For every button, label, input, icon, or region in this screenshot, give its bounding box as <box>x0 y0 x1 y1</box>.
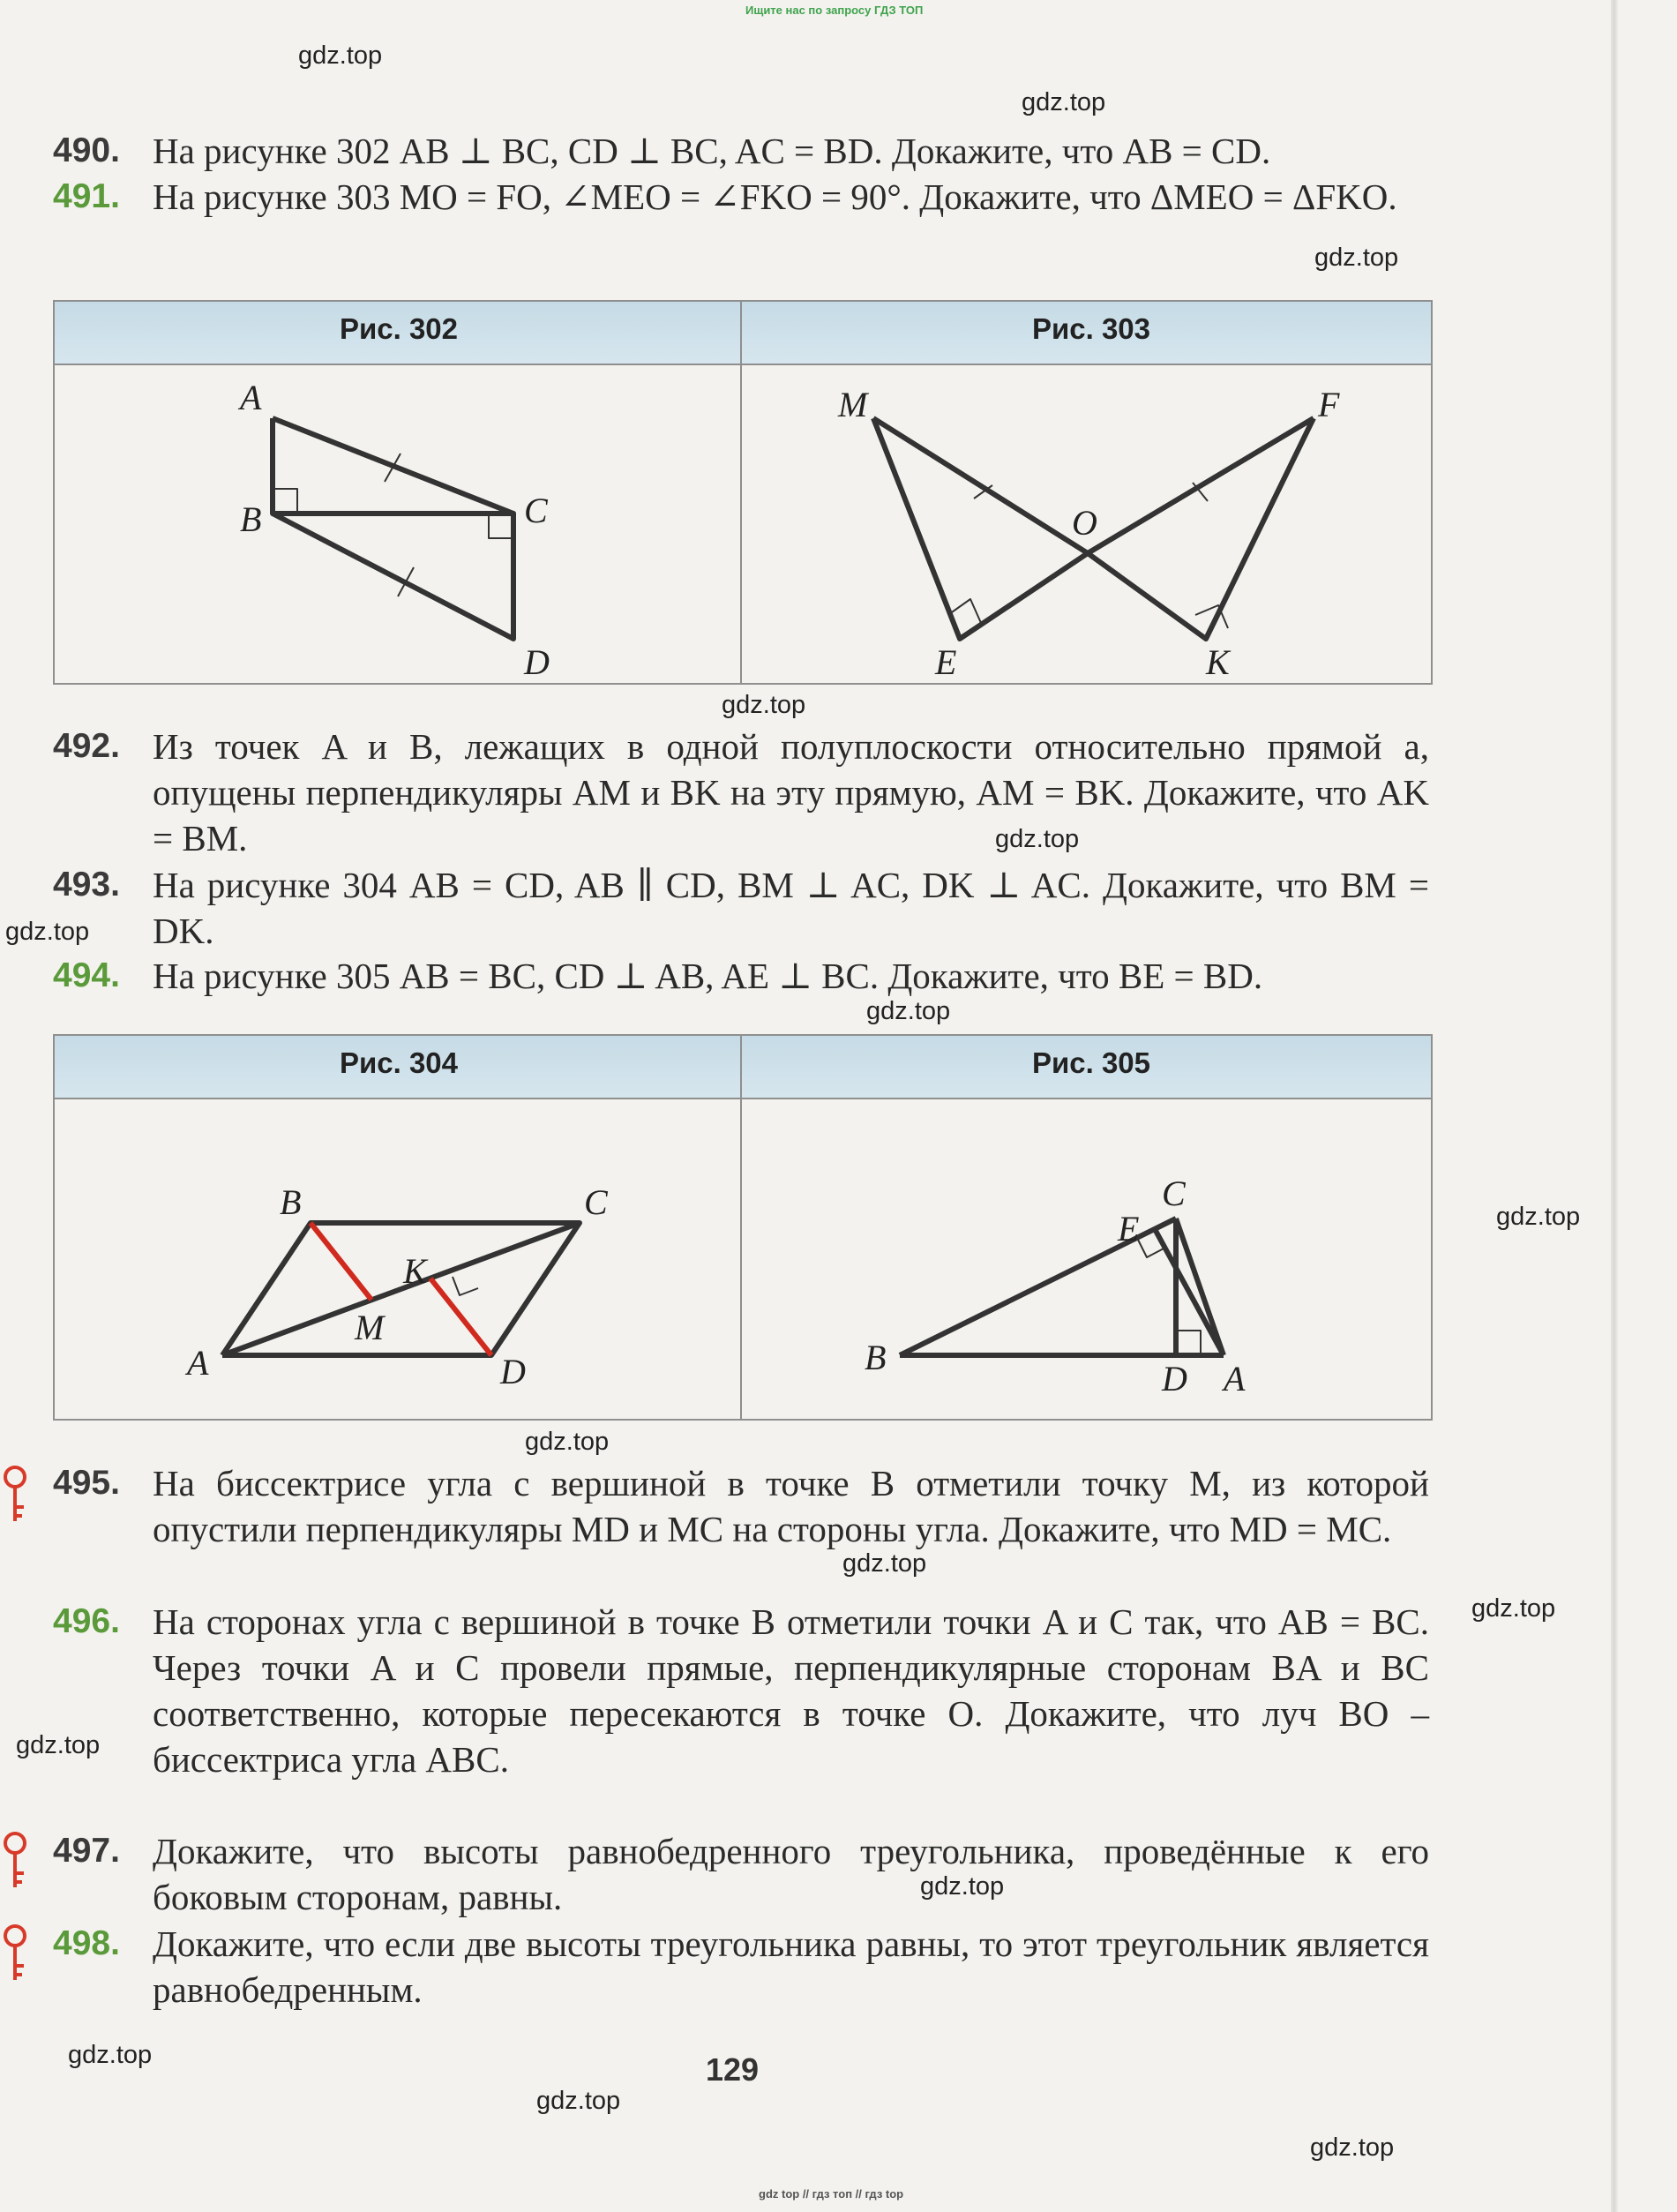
fig304-diagonal-ac <box>222 1223 580 1355</box>
fig303-label-e: E <box>935 642 957 681</box>
problem-number: 493. <box>53 866 120 904</box>
fig304-label-m: M <box>355 1308 385 1347</box>
fig305-right-angle-d <box>1176 1331 1201 1355</box>
fig304-label-b: B <box>280 1182 302 1222</box>
watermark: gdz.top <box>298 41 383 70</box>
fig304-right-angle-k <box>453 1277 478 1295</box>
fig305-label-c: C <box>1162 1173 1186 1213</box>
watermark: gdz.top <box>1310 2133 1395 2162</box>
bottom-banner[interactable]: gdz top // гдз топ // гдз top <box>759 2187 904 2201</box>
problem-494 <box>53 953 1429 999</box>
fig303-label-m: M <box>838 385 868 424</box>
watermark: gdz.top <box>16 1731 101 1759</box>
problem-number: 492. <box>53 727 120 765</box>
fig302-right-angle-b <box>273 489 297 514</box>
watermark: gdz.top <box>68 2041 153 2069</box>
problem-490 <box>53 128 1429 174</box>
watermark: gdz.top <box>5 918 90 946</box>
fig303-triangle-meo <box>873 418 1088 639</box>
page-edge <box>1611 0 1618 2212</box>
watermark: gdz.top <box>1496 1203 1581 1231</box>
problem-number: 498. <box>53 1924 120 1962</box>
watermark: gdz.top <box>1471 1594 1556 1623</box>
problem-number: 494. <box>53 956 120 994</box>
fig302-label-c: C <box>524 491 548 530</box>
problem-text: На рисунке 305 AB = BC, CD ⊥ AB, AE ⊥ BC. Докажите, что BE = BD. <box>153 956 1263 996</box>
problem-number: 491. <box>53 177 120 215</box>
problem-496 <box>53 1599 1429 1782</box>
watermark: gdz.top <box>866 997 951 1025</box>
problem-text: На рисунке 303 MO = FO, ∠MEO = ∠FKO = 90°. Докажите, что ΔMEO = ΔFKO. <box>153 176 1397 217</box>
figure-302-drawing <box>273 418 513 639</box>
figure-304-305-drawing <box>55 1099 1431 1417</box>
fig303-triangle-fko <box>1088 418 1314 639</box>
fig302-label-d: D <box>524 642 550 681</box>
problem-text: Из точек A и B, лежащих в одной полуплоскости относительно прямой a, опущены перпендикуляры AM и BK на эту прямую, AM = BK. Докажите, что AK = BM. <box>153 726 1429 859</box>
watermark: gdz.top <box>525 1428 610 1456</box>
key-icon <box>0 1923 30 1985</box>
figure-304-drawing <box>222 1223 580 1355</box>
figure-title-303: Рис. 303 <box>1031 312 1151 345</box>
figure-table-302-303 <box>53 300 1433 685</box>
fig304-label-k: K <box>403 1251 427 1291</box>
problem-495 <box>53 1460 1429 1552</box>
fig305-label-a: A <box>1224 1359 1246 1398</box>
fig305-label-b: B <box>865 1338 887 1377</box>
watermark: gdz.top <box>920 1872 1005 1901</box>
watermark: gdz.top <box>536 2087 621 2115</box>
problem-text: Докажите, что если две высоты треугольника равны, то этот треугольник является равнобедренным. <box>153 1923 1429 2010</box>
fig302-right-angle-c <box>489 514 513 538</box>
figure-title-302: Рис. 302 <box>339 312 459 345</box>
figure-table-304-305 <box>53 1034 1433 1421</box>
watermark: gdz.top <box>722 691 806 719</box>
key-icon <box>0 1465 30 1526</box>
fig303-label-k: K <box>1206 642 1230 681</box>
watermark: gdz.top <box>1314 244 1399 272</box>
watermark: gdz.top <box>842 1549 927 1578</box>
fig304-label-a: A <box>187 1343 209 1383</box>
figure-title-304: Рис. 304 <box>339 1046 459 1079</box>
fig304-segment-bm <box>311 1223 371 1300</box>
fig305-label-d: D <box>1162 1359 1187 1398</box>
problem-number: 497. <box>53 1832 120 1870</box>
problem-number: 496. <box>53 1602 120 1640</box>
problem-492 <box>53 724 1429 861</box>
fig302-label-b: B <box>240 499 262 539</box>
problem-text: На биссектрисе угла с вершиной в точке B отметили точку M, из которой опустили перпендикуляры MD и MC на стороны угла. Докажите, что MD = MC. <box>153 1463 1429 1549</box>
figure-title-305: Рис. 305 <box>1031 1046 1151 1079</box>
fig304-segment-dk <box>430 1278 491 1355</box>
figure-302-303-drawing <box>55 365 1431 681</box>
top-banner[interactable]: Ищите нас по запросу ГДЗ ТОП <box>745 4 924 17</box>
problem-number: 490. <box>53 131 120 169</box>
problem-491 <box>53 174 1429 220</box>
key-icon <box>0 1831 30 1893</box>
problem-text: На рисунке 304 AB = CD, AB ∥ CD, BM ⊥ AC, DK ⊥ AC. Докажите, что BM = DK. <box>153 865 1429 951</box>
watermark: gdz.top <box>995 825 1080 853</box>
fig302-triangle-bcd <box>273 514 513 639</box>
watermark: gdz.top <box>1022 88 1106 116</box>
problem-498 <box>53 1921 1429 2013</box>
page-number: 129 <box>706 2051 760 2088</box>
figure-305-drawing <box>900 1218 1224 1355</box>
fig303-label-f: F <box>1318 385 1340 424</box>
problem-497 <box>53 1828 1429 1920</box>
problem-493 <box>53 862 1429 954</box>
fig304-label-d: D <box>500 1352 526 1391</box>
problem-text: На рисунке 302 AB ⊥ BC, CD ⊥ BC, AC = BD. Докажите, что AB = CD. <box>153 131 1271 171</box>
fig304-label-c: C <box>584 1182 608 1222</box>
fig302-label-a: A <box>240 378 262 417</box>
fig305-label-e: E <box>1118 1209 1140 1248</box>
problem-number: 495. <box>53 1464 120 1502</box>
problem-text: Докажите, что высоты равнобедренного треугольника, проведённые к его боковым сторонам, равны. <box>153 1831 1429 1917</box>
problem-text: На сторонах угла с вершиной в точке B отметили точки A и C так, что AB = BC. Через точки A и C провели прямые, перпендикулярные сторонам BA и BC соответственно, которые пересекаются в точке O. Докажите, что луч BO – биссектриса угла ABC. <box>153 1601 1429 1780</box>
fig303-label-o: O <box>1072 503 1097 543</box>
